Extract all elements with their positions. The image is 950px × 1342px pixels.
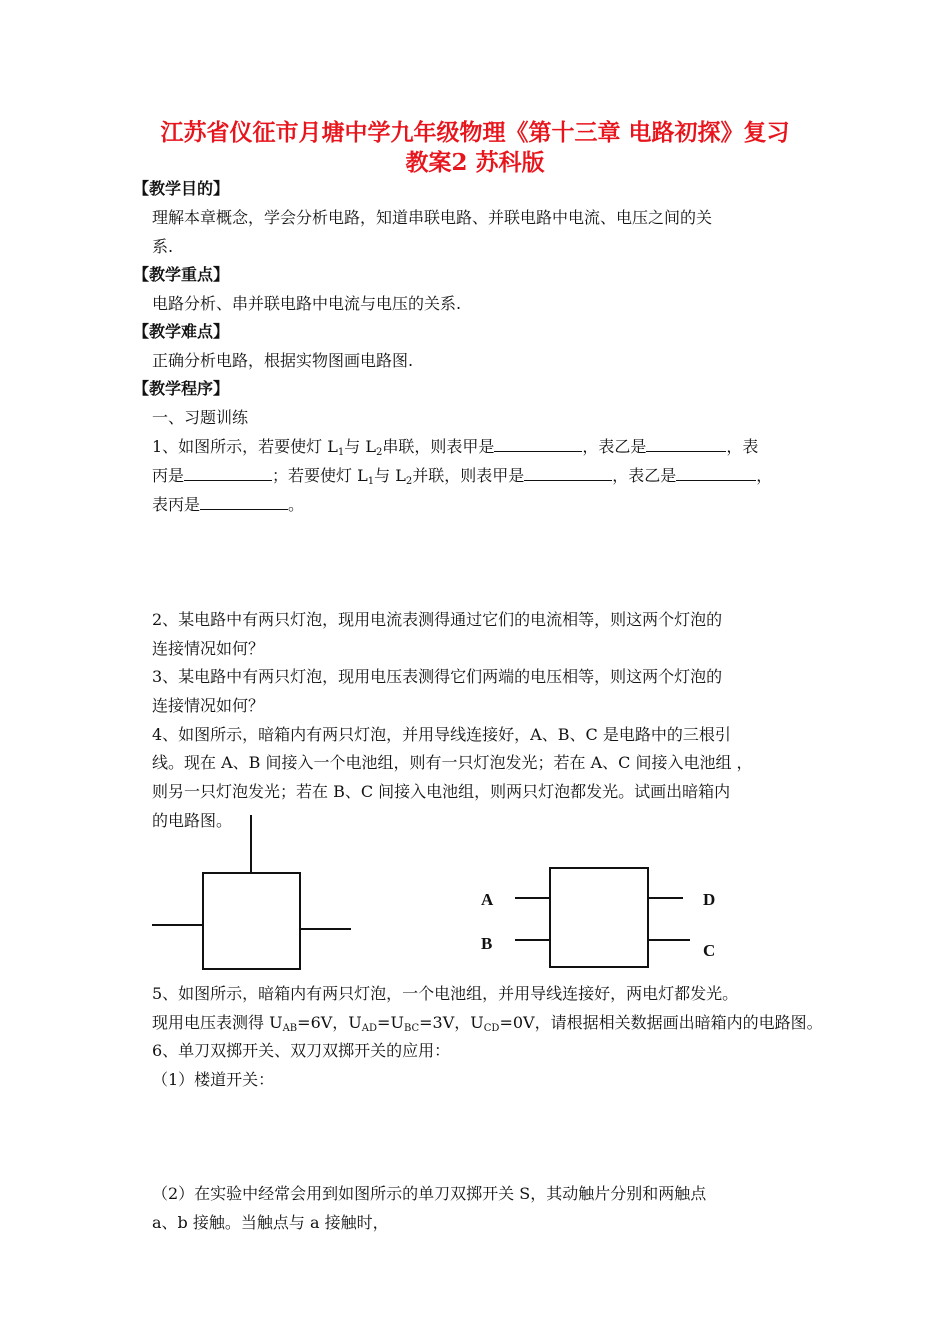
objective-text-2: 系. — [152, 237, 174, 256]
terminal-a-lead — [515, 897, 550, 899]
exercise-heading: 一、习题训练 — [152, 408, 249, 427]
question-5-line-2: 现用电压表测得 $U_{AB}=6V$，$U_{AD}=U_{BC}=3V$，$U_{CD}=0V$，请根据相关数据画出暗箱内的电路图。 — [152, 1013, 823, 1034]
terminal-d-lead — [648, 897, 683, 899]
lead-left — [152, 924, 203, 926]
difficulty-text: 正确分析电路，根据实物图画电路图. — [152, 351, 414, 370]
objective-heading: 【教学目的】 — [133, 179, 230, 198]
lead-right — [300, 928, 351, 930]
black-box — [549, 867, 649, 968]
question-1-line-3: 表丙是 。 — [152, 495, 305, 514]
question-4-line-4: 的电路图。 — [152, 811, 233, 830]
terminal-d-label: D — [703, 890, 716, 909]
question-4-line-1: 4、如图所示，暗箱内有两只灯泡，并用导线连接好，A、B、C 是电路中的三根引 — [152, 725, 731, 744]
terminal-c-label: C — [703, 941, 716, 960]
terminal-a-label: A — [481, 890, 494, 909]
black-box — [202, 872, 301, 970]
answer-blank[interactable] — [646, 437, 726, 452]
question-2-line-2: 连接情况如何？ — [152, 639, 265, 658]
document-title-line1: 江苏省仪征市月塘中学九年级物理《第十三章 电路初探》复习 — [160, 119, 790, 146]
answer-blank[interactable] — [524, 466, 612, 481]
question-4-line-3: 则另一只灯泡发光；若在 B、C 间接入电池组，则两只灯泡都发光。试画出暗箱内 — [152, 782, 731, 801]
question-6-part-2-line-2: a、b 接触。当触点与 a 接触时， — [152, 1213, 389, 1232]
terminal-b-label: B — [481, 934, 493, 953]
lead-top — [250, 815, 252, 873]
procedure-heading: 【教学程序】 — [133, 379, 230, 398]
question-2-line-1: 2、某电路中有两只灯泡，现用电流表测得通过它们的电流相等，则这两个灯泡的 — [152, 610, 723, 629]
difficulty-heading: 【教学难点】 — [133, 322, 230, 341]
document-title-line2: 教案2 苏科版 — [405, 149, 545, 176]
objective-text-1: 理解本章概念，学会分析电路，知道串联电路、并联电路中电流、电压之间的关 — [152, 208, 713, 227]
question-6-part-1: （1）楼道开关： — [152, 1070, 275, 1089]
question-4-line-2: 线。现在 A、B 间接入一个电池组，则有一只灯泡发光；若在 A、C 间接入电池组 ， — [152, 753, 753, 772]
answer-blank[interactable] — [184, 466, 272, 481]
question-6: 6、单刀双掷开关、双刀双掷开关的应用： — [152, 1041, 451, 1060]
question-3-line-2: 连接情况如何？ — [152, 696, 265, 715]
question-3-line-1: 3、某电路中有两只灯泡，现用电压表测得它们两端的电压相等，则这两个灯泡的 — [152, 667, 723, 686]
question-1-line-1: 1、如图所示，若要使灯 $L_1$与 $L_2$串联，则表甲是 ，表乙是 ，表 — [152, 437, 759, 458]
answer-blank[interactable] — [494, 437, 582, 452]
question-1-line-2: 丙是 ；若要使灯 $L_1$与 $L_2$并联，则表甲是 ，表乙是 ， — [152, 466, 773, 487]
focus-text: 电路分析、串并联电路中电流与电压的关系. — [152, 294, 462, 313]
answer-blank[interactable] — [676, 466, 756, 481]
question-5-line-1: 5、如图所示，暗箱内有两只灯泡，一个电池组，并用导线连接好，两电灯都发光。 — [152, 984, 739, 1003]
terminal-c-lead — [648, 939, 690, 941]
focus-heading: 【教学重点】 — [133, 265, 230, 284]
terminal-b-lead — [515, 939, 550, 941]
answer-blank[interactable] — [200, 495, 288, 510]
question-6-part-2-line-1: （2）在实验中经常会用到如图所示的单刀双掷开关 S，其动触片分别和两触点 — [152, 1184, 707, 1203]
